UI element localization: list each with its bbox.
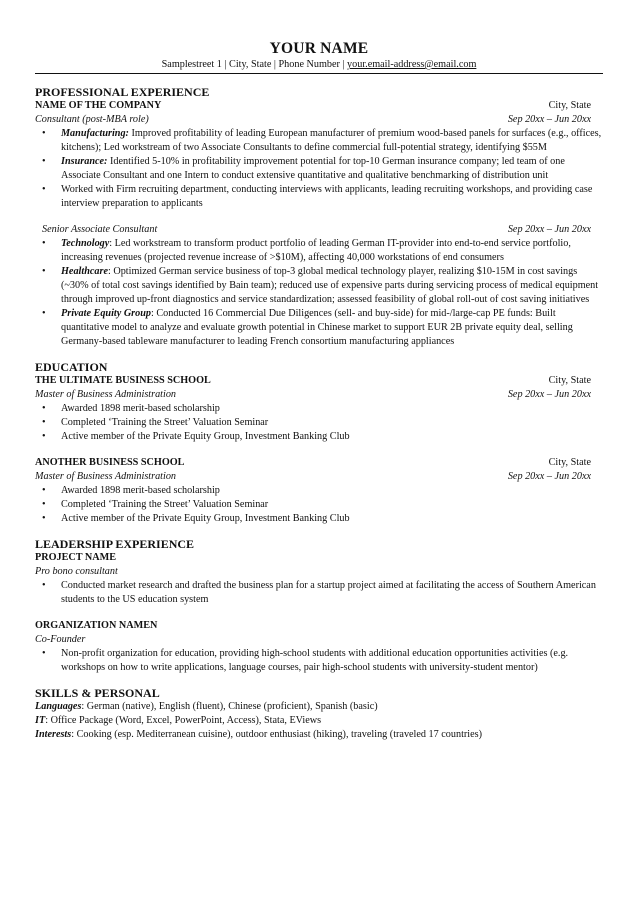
contact-details: Samplestreet 1 | City, State | Phone Number | (161, 59, 348, 70)
degree-dates: Sep 20xx – Jun 20xx (507, 389, 591, 400)
degree-title: Master of Business Administration (35, 389, 177, 400)
bullet-text: Non-profit organization for education, providing high-school students with additional education opportunities activities (e.g. workshops on how to write applications, language courses, pair high-school students with university-student mentor) (61, 648, 569, 673)
bullet-text: Awarded 1898 merit-based scholarship (61, 485, 220, 496)
bullet-text: : Led workstream to transform product portfolio of leading German IT-provider into end-to-end service portfolio, increasing revenues (projected revenue increase of >$10M), affecting 40,000 workstations of end consumers (61, 238, 571, 263)
company-row (35, 99, 603, 113)
bullet-text: Worked with Firm recruiting department, conducting interviews with applicants, leading recruiting workshops, and providing case interview preparation to applicants (61, 184, 593, 209)
skill-label: IT (35, 715, 46, 726)
degree-dates: Sep 20xx – Jun 20xx (507, 471, 591, 482)
bullet-lead: Healthcare (61, 266, 108, 277)
list-item: • Awarded 1898 merit-based scholarship (42, 485, 220, 496)
list-item: • Conducted market research and drafted the business plan for a startup project aimed at facilitating the access of Southern American students to the US education system (42, 580, 596, 605)
company-name: NAME OF THE COMPANY (35, 100, 162, 111)
bullet-lead: Manufacturing: (61, 128, 129, 139)
list-item: • Technology: Led workstream to transform product portfolio of leading German IT-provider into end-to-end service portfolio, increasing revenues (projected revenue increase of >$10M), affecting 40,000 workstations of end consumers (42, 238, 571, 263)
list-item: • Private Equity Group: Conducted 16 Commercial Due Diligences (sell- and buy-side) for mid-/large-cap PE funds: Built quantitative model to analyze and evaluate growth potential in Chinese market to support EUR 2B private equity deal, selling Germany-based tableware manufacturer to leading French consortium manufacturing appliances (42, 308, 573, 347)
degree-title: Master of Business Administration (35, 471, 177, 482)
leadership-org: ORGANIZATION NAMEN (35, 620, 158, 631)
role1-row (35, 113, 603, 127)
school-location: City, State (548, 375, 591, 386)
bullet-text: Active member of the Private Equity Group, Investment Banking Club (61, 431, 350, 442)
skill-label: Languages (35, 701, 82, 712)
list-item: • Worked with Firm recruiting department, conducting interviews with applicants, leading recruiting workshops, and providing case interview preparation to applicants (42, 184, 593, 209)
bullet-text: Completed ‘Training the Street’ Valuation Seminar (61, 499, 269, 510)
bullet-text: : Optimized German service business of top-3 global medical technology player, realizing $10-15M in cost savings (~30% of total cost savings identified by Bain team); reduced use of expensive parts during servicing process of medical equipment through improved up-front diagnostics and service standardization; assessed feasibility of global roll-out of cost saving initiatives (61, 266, 599, 305)
role2-dates: Sep 20xx – Jun 20xx (507, 224, 591, 235)
skill-line (35, 700, 603, 714)
skill-text: : German (native), English (fluent), Chinese (proficient), Spanish (basic) (81, 701, 378, 712)
school-row (35, 456, 603, 470)
section-skills (35, 686, 603, 742)
leadership-bullets (35, 579, 603, 607)
skill-text: : Cooking (esp. Mediterranean cuisine), outdoor enthusiast (hiking), traveling (traveled 17 countries) (71, 729, 483, 740)
list-item: • Awarded 1898 merit-based scholarship (42, 403, 220, 414)
school-bullets (35, 484, 603, 526)
company-location: City, State (548, 100, 591, 111)
role2-title: Senior Associate Consultant (42, 224, 158, 235)
leadership-role: Co-Founder (35, 634, 86, 645)
bullet-text: Identified 5-10% in profitability improvement potential for top-10 German insurance company; led team of one Associate Consultant and one Intern to conduct extensive quantitative and qualitative benchmarking of distribution unit (61, 156, 565, 181)
bullet-text: Completed ‘Training the Street’ Valuation Seminar (61, 417, 269, 428)
resume-page (35, 40, 603, 742)
section-leadership (35, 537, 603, 675)
school-row (35, 374, 603, 388)
skill-text: : Office Package (Word, Excel, PowerPoint, Access), Stata, EViews (45, 715, 322, 726)
leadership-role: Pro bono consultant (35, 566, 118, 577)
section-title-education: EDUCATION (35, 360, 108, 374)
list-item: • Active member of the Private Equity Group, Investment Banking Club (42, 431, 350, 442)
bullet-lead: Insurance: (61, 156, 108, 167)
school-location: City, State (548, 457, 591, 468)
skill-label: Interests (35, 729, 72, 740)
skill-line (35, 728, 603, 742)
leadership-org: PROJECT NAME (35, 552, 117, 563)
list-item: • Insurance: Identified 5-10% in profitability improvement potential for top-10 German insurance company; led team of one Associate Consultant and one Intern to conduct extensive quantitative and qualitative benchmarking of distribution unit (42, 156, 565, 181)
bullet-lead: Technology (61, 238, 110, 249)
skill-line (35, 714, 603, 728)
role2-bullets (35, 237, 603, 349)
email-link[interactable]: your.email-address@email.com (347, 59, 477, 70)
role1-dates: Sep 20xx – Jun 20xx (507, 114, 591, 125)
list-item: • Completed ‘Training the Street’ Valuation Seminar (42, 499, 269, 510)
list-item: • Manufacturing: Improved profitability of leading European manufacturer of premium wood-based panels for surfaces (e.g., offices, kitchens); Led workstream of two Associate Consultants to define commercial full-potential strategy, identifying $55M (42, 128, 602, 153)
school-name: THE ULTIMATE BUSINESS SCHOOL (35, 375, 211, 386)
bullet-text: Awarded 1898 merit-based scholarship (61, 403, 220, 414)
list-item: • Healthcare: Optimized German service business of top-3 global medical technology player, realizing $10-15M in cost savings (~30% of total cost savings identified by Bain team); reduced use of expensive parts during servicing process of medical equipment through improved up-front diagnostics and service standardization; assessed feasibility of global roll-out of cost saving initiatives (42, 266, 599, 305)
role2-row (35, 223, 603, 237)
school-bullets (35, 402, 603, 444)
bullet-lead: Private Equity Group (61, 308, 151, 319)
resume-name: YOUR NAME (269, 40, 369, 57)
leadership-bullets (35, 647, 603, 675)
list-item: • Non-profit organization for education, providing high-school students with additional education opportunities activities (e.g. workshops on how to write applications, language courses, pair high-school students with university-student mentor) (42, 648, 569, 673)
role1-title: Consultant (post-MBA role) (35, 114, 149, 125)
list-item: • Completed ‘Training the Street’ Valuation Seminar (42, 417, 269, 428)
degree-row (35, 388, 603, 402)
section-education (35, 360, 603, 526)
section-experience (35, 85, 603, 349)
bullet-text: Improved profitability of leading European manufacturer of premium wood-based panels for surfaces (e.g., offices, kitchens); Led workstream of two Associate Consultants to define commercial full-potential strategy, identifying $55M (61, 128, 602, 153)
bullet-text: Active member of the Private Equity Group, Investment Banking Club (61, 513, 350, 524)
school-name: ANOTHER BUSINESS SCHOOL (35, 457, 185, 468)
section-title-experience: PROFESSIONAL EXPERIENCE (35, 85, 210, 99)
contact-line (35, 58, 603, 74)
degree-row (35, 470, 603, 484)
section-title-skills: SKILLS & PERSONAL (35, 686, 160, 700)
bullet-text: : Conducted 16 Commercial Due Diligences (sell- and buy-side) for mid-/large-cap PE funds: Built quantitative model to analyze and evaluate growth potential in Chinese market to support EUR 2B private equity deal, selling Germany-based tableware manufacturer to leading French consortium manufacturing appliances (61, 308, 573, 347)
section-title-leadership: LEADERSHIP EXPERIENCE (35, 537, 195, 551)
bullet-text: Conducted market research and drafted the business plan for a startup project aimed at facilitating the access of Southern American students to the US education system (61, 580, 596, 605)
role1-bullets (35, 127, 603, 211)
list-item: • Active member of the Private Equity Group, Investment Banking Club (42, 513, 350, 524)
